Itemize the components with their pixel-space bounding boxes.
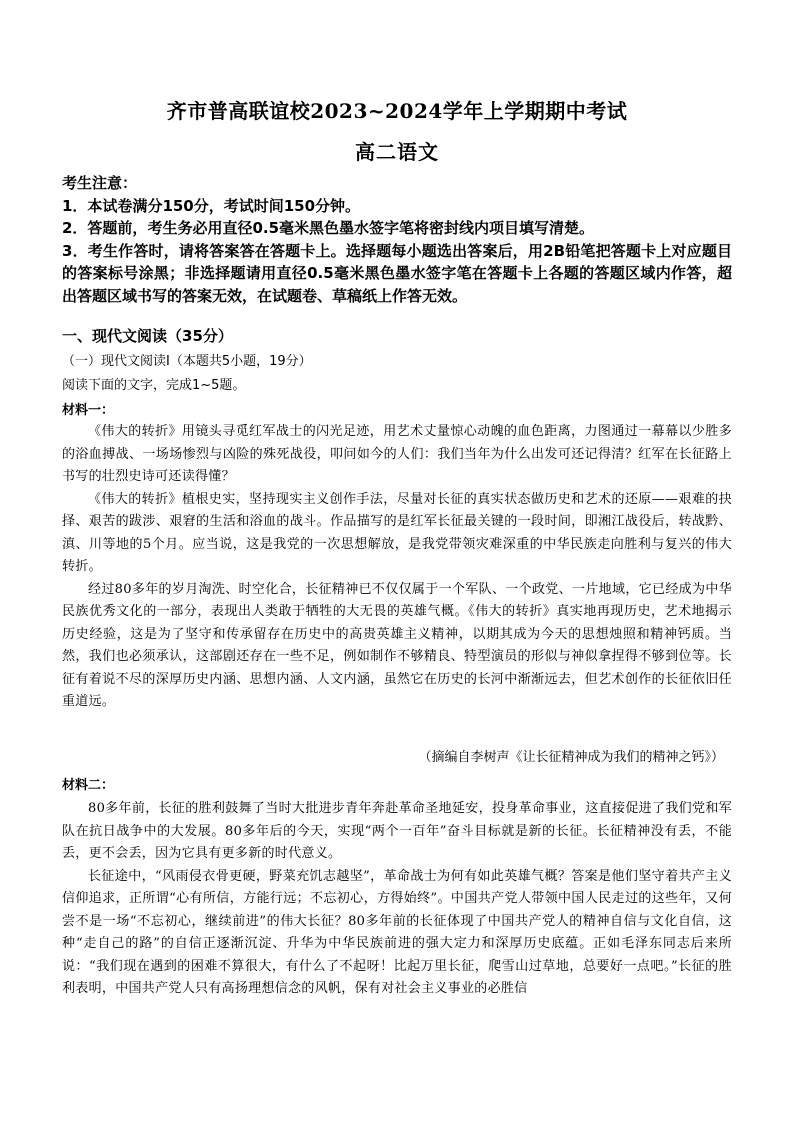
material-1-paragraph: 经过80多年的岁月淘洗、时空化合，长征精神已不仅仅属于一个军队、一个政党、一片地域，它已经成为中华民族优秀文化的一部分，表现出人类敢于牺牲的大无畏的英雄气概。《伟大的转折》真实地再现历史，艺术地揭示历史经验，这是为了坚守和传承留存在历史中的高贵英雄主义精神，以期其成为今天的思想烛照和精神钙质。当然，我们也必须承认，这部剧还存在一些不足，例如制作不够精良、特型演员的形似与神似拿捏得不够到位等。长征有着说不尽的深厚历史内涵、思想内涵、人文内涵，虽然它在历史的长河中渐渐远去，但艺术创作的长征依旧任重道远。 <box>62 581 732 709</box>
page-title: 齐市普高联谊校2023~2024学年上学期期中考试 <box>166 99 628 123</box>
material-1-paragraph: 《伟大的转折》植根史实，坚持现实主义创作手法，尽量对长征的真实状态做历史和艺术的还原——艰难的抉择、艰苦的跋涉、艰窘的生活和浴血的战斗。作品描写的是红军长征最关键的一段时间，即湘江战役后，转战黔、滇、川等地的5个月。应当说，这是我党的一次思想解放，是我党带领灾难深重的中华民族走向胜利与复兴的伟大转折。 <box>62 491 732 574</box>
material-1-source: （摘编自李树声《让长征精神成为我们的精神之钙》） <box>418 750 724 765</box>
section-instruction: 阅读下面的文字，完成1~5题。 <box>62 378 246 393</box>
page-subtitle: 高二语文 <box>355 140 439 164</box>
section-heading: 一、现代文阅读（35分） <box>62 327 233 345</box>
material-2-label: 材料二： <box>62 778 115 793</box>
notice-item-1: 1．本试卷满分150分，考试时间150分钟。 <box>62 196 361 215</box>
notice-item-3: 3．考生作答时，请将答案答在答题卡上。选择题每小题选出答案后，用2B铅笔把答题卡上对应题目的答案标号涂黑；非选择题请用直径0.5毫米黑色墨水签字笔在答题卡上各题的答题区域内作答，超出答题区域书写的答案无效，在试题卷、草稿纸上作答无效。 <box>62 241 732 305</box>
material-2-paragraph: 80多年前，长征的胜利鼓舞了当时大批进步青年奔赴革命圣地延安，投身革命事业，这直接促进了我们党和军队在抗日战争中的大发展。80多年后的今天，实现“两个一百年”奋斗目标就是新的长征。长征精神没有丢，不能丢，更不会丢，因为它具有更多新的时代意义。 <box>62 801 732 861</box>
material-1-label: 材料一： <box>62 403 115 418</box>
notice-item-2: 2．答题前，考生务必用直径0.5毫米黑色墨水签字笔将密封线内项目填写清楚。 <box>62 219 595 237</box>
material-1-body <box>62 421 732 714</box>
section-subheading: （一）现代文阅读Ⅰ（本题共5小题，19分） <box>62 354 312 369</box>
material-2-paragraph: 长征途中，“风雨侵衣骨更硬，野菜充饥志越坚”，革命战士为何有如此英雄气概？答案是他们坚守着共产主义信仰追求，正所谓“心有所信，方能行远；不忘初心，方得始终”。中国共产党人带领中国人民走过的这些年，又何尝不是一场“不忘初心，继续前进”的伟大长征？80多年前的长征体现了中国共产党人的精神自信与文化自信，这种“走自己的路”的自信正逐渐沉淀、升华为中华民族前进的强大定力和深厚历史底蕴。正如毛泽东同志后来所说：“我们现在遇到的困难不算很大，有什么了不起呀！比起万里长征，爬雪山过草地，总要好一点吧。”长征的胜利表明，中国共产党人只有高扬理想信念的风帆，保有对社会主义事业的必胜信 <box>62 868 732 996</box>
exam-notice <box>62 172 732 307</box>
notice-heading: 考生注意： <box>62 174 138 192</box>
material-1-paragraph: 《伟大的转折》用镜头寻觅红军战士的闪光足迹，用艺术丈量惊心动魄的血色距离，力图通过一幕幕以少胜多的浴血搏战、一场场惨烈与凶险的殊死战役，叩问如今的人们：我们当年为什么出发可还记得清？红军在长征路上书写的壮烈史诗可还读得懂？ <box>62 424 732 484</box>
material-2-body <box>62 798 732 1001</box>
